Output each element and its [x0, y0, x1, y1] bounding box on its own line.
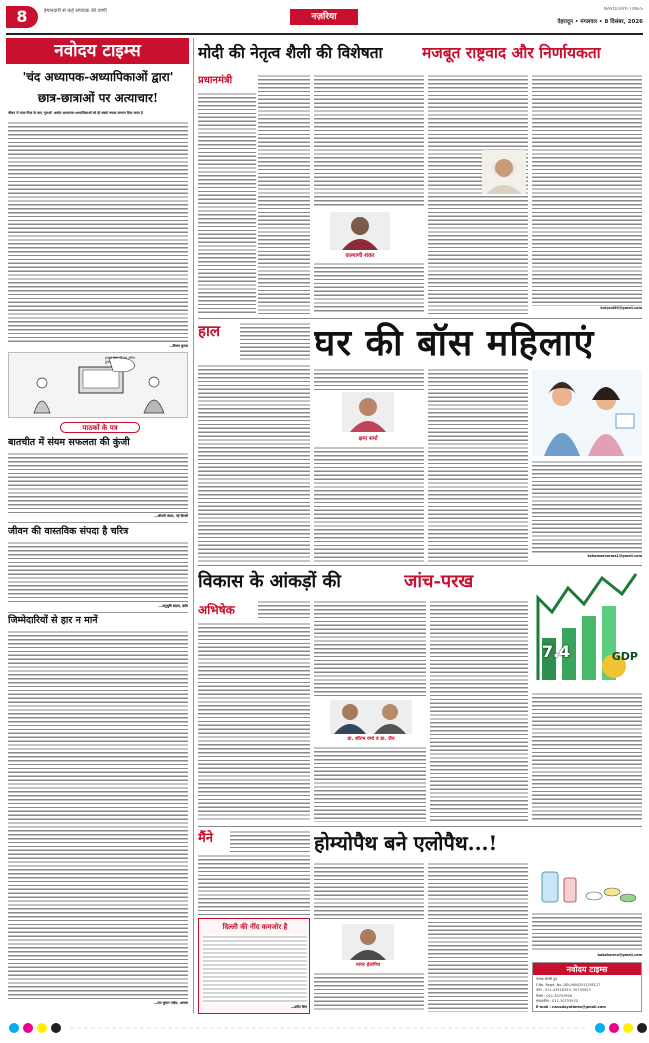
lower-kicker: अभिषेक — [198, 603, 235, 617]
middle-col2-body-b — [314, 446, 424, 562]
bottom-col2-body-b — [314, 972, 424, 1012]
masthead-rule — [6, 33, 643, 35]
date-line: देहरादून • मंगलवार • 8 दिसंबर, 2026 — [557, 19, 643, 25]
middle-headline: घर की बॉस महिलाएं — [314, 322, 595, 364]
letter2-body — [8, 541, 188, 603]
middle-col1-body — [240, 322, 310, 360]
authors-lower: डा. सौरभ वर्मा व डा. जैन — [347, 736, 395, 742]
modi-photo — [482, 150, 526, 194]
editorial-byline: —विजय कुमार — [169, 344, 188, 348]
top-email: kalyani60@gmail.com — [600, 306, 642, 310]
middle-col1-body-b — [198, 364, 310, 562]
top-headline-1: मोदी की नेतृत्व शैली की विशेषता — [198, 43, 383, 62]
cartoon-caption: हमारा ऐसा भी घर आँगन हुआ — [105, 356, 136, 364]
bottom-email: bobsharma@gmail.com — [597, 953, 642, 957]
author-photo-kalyani — [330, 212, 390, 250]
publisher-line-3: फोन : 011-43518353, 30753923 — [536, 988, 591, 992]
letter2-title: जीवन की वास्तविक संपदा है चरित्र — [8, 526, 129, 537]
bottom-col1-body-a — [230, 830, 310, 852]
letter3-title: जिम्मेदारियों से हार न मानें — [8, 615, 98, 626]
top-col1-body — [198, 92, 256, 314]
lower-col2-body-b — [314, 746, 426, 822]
lower-headline-1: विकास के आंकड़ों की — [198, 571, 341, 592]
editorial-body — [8, 121, 188, 343]
medicine-illustration — [532, 862, 642, 910]
bottom-col4-body — [532, 912, 642, 952]
author-name-bottom: नायर हेलोपैथ — [355, 962, 381, 968]
letter-divider-2 — [8, 612, 188, 613]
publisher-line-6: E-mail : navodayatimes@gmail.com — [536, 1004, 606, 1009]
bottom-kicker: मैंने — [198, 831, 213, 846]
bottom-headline: होम्योपैथ बने एलोपैथ...! — [314, 831, 498, 855]
sidebar-byline: —प्रदीप शिव — [290, 1005, 307, 1009]
lower-col1-body-a — [258, 600, 310, 620]
author-photo-bottom — [342, 924, 394, 960]
lower-col1-body — [198, 622, 310, 822]
gdp-graphic — [532, 568, 642, 688]
gdp-value: 7.4 — [541, 642, 571, 661]
women-illustration — [532, 370, 642, 456]
editorial-title-1: 'चंद अध्यापक-अध्यापिकाओं द्वारा' — [22, 70, 174, 84]
gdp-label: GDP — [611, 650, 638, 663]
top-kicker: प्रधानमंत्री — [198, 75, 233, 86]
letter2-byline: —अनुश्रुवि सहाय, इंदौर — [158, 604, 188, 608]
top-col2-body-b — [314, 262, 424, 314]
top-headline-2: मजबूत राष्ट्रवाद और निर्णायकता — [422, 43, 601, 62]
sidebar-body — [203, 935, 307, 1003]
page-number-badge: 8 — [6, 6, 38, 28]
bottom-col3-body — [428, 862, 528, 1012]
middle-col2-body-a — [314, 368, 424, 390]
publisher-line-2: F.No. Regd. No. DEL/HIN/2011/38127 — [536, 982, 601, 987]
letter3-body — [8, 630, 188, 1000]
cartoon — [8, 352, 188, 418]
middle-kicker: हाल — [198, 322, 221, 340]
middle-bottom-rule — [198, 565, 642, 566]
publisher-brand: नवोदय टाइम्स — [533, 963, 641, 975]
registration-strip — [0, 1018, 649, 1038]
masthead-tagline: ईमानदारी से कहें संपादक की वाणी — [44, 8, 107, 14]
publisher-line-4: फैक्स : 011-30753928 — [536, 993, 573, 998]
middle-col3-body — [428, 368, 528, 562]
publisher-line-1: पंजाब केसरी ग्रुप — [536, 977, 558, 981]
editorial-title-2: छात्र-छात्राओं पर अत्याचार! — [37, 91, 159, 105]
top-col1-body-a — [258, 74, 310, 314]
letter1-body — [8, 452, 188, 514]
publisher-box — [532, 962, 642, 1012]
bottom-col1-body — [198, 854, 310, 916]
author-photo-kshama — [342, 392, 394, 432]
section-label: नज़रिया — [290, 9, 358, 25]
letter1-title: बातचीत में संयम सफलता की कुंजी — [8, 437, 130, 448]
bottom-col2-body-a — [314, 862, 424, 922]
letter3-byline: —राम कुमार पांडेय, अलवर — [153, 1001, 188, 1005]
editorial-lead: जीवन में माता-पिता के बाद 'गुरुओं' अर्थात अध्यापक-अध्यापिकाओं को ही सबसे ज्यादा सम्मान दिया जाता है — [8, 111, 143, 115]
letters-title: पाठकों के पत्र — [60, 422, 140, 433]
sidebar-box — [198, 918, 310, 1014]
cartoon-drawing — [9, 353, 188, 418]
lower-bottom-rule — [198, 826, 642, 827]
brand-small: NAVODAYA TIMES — [603, 7, 643, 12]
publisher-line-5: संपादकीय : 011-30753970 — [536, 999, 578, 1003]
sidebar-title: दिल्ली की नींद कमजोर है — [222, 922, 288, 931]
lower-col2-body-a — [314, 600, 426, 696]
top-col3-body — [428, 74, 528, 314]
top-col4-body — [532, 74, 642, 306]
left-brand: नवोदय टाइम्स — [6, 38, 189, 64]
top-col2-body — [314, 74, 424, 208]
lower-headline-2: जांच-परख — [404, 571, 474, 592]
middle-email: kshamasharma1@gmail.com — [587, 554, 642, 558]
author-name-kalyani: कल्याणी शंकर — [345, 253, 375, 259]
author-photos-lower — [330, 700, 412, 734]
lower-col4-body — [532, 692, 642, 822]
letter1-byline: —श्रीमती वंदना, नई दिल्ली — [154, 514, 188, 518]
letter-divider-1 — [8, 522, 188, 523]
author-name-kshama: क्षमा शर्मा — [358, 436, 378, 442]
top-bottom-rule — [198, 318, 642, 319]
column-divider — [193, 38, 194, 1013]
lower-col3-body — [430, 600, 528, 822]
middle-col4-body — [532, 460, 642, 554]
